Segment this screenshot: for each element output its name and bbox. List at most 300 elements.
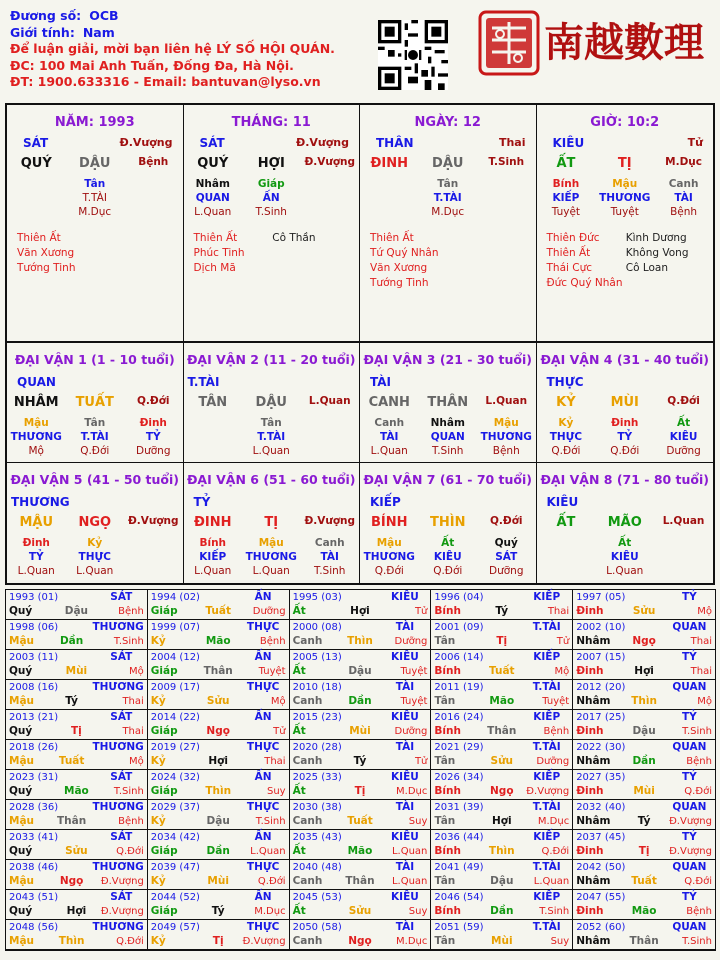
year-cell <box>6 710 148 740</box>
year-life-stage: Thai <box>547 605 570 617</box>
year-cell <box>148 920 290 950</box>
year-life-stage: M.Dục <box>254 905 286 917</box>
year-label: 2000 (08) <box>292 622 342 633</box>
hidden-stem: THƯƠNG <box>480 431 532 443</box>
dai-van-can-chi-row <box>184 515 360 530</box>
year-life-stage: Thai <box>690 665 712 677</box>
year-chi: Sửu <box>632 604 656 617</box>
year-chi: Dần <box>632 754 656 767</box>
hidden-stem: QUAN <box>430 431 465 443</box>
hidden-stem <box>184 430 243 444</box>
year-cell <box>290 590 432 620</box>
year-can: Mậu <box>9 694 35 707</box>
year-cell <box>6 770 148 800</box>
year-label: 2007 (15) <box>576 652 626 663</box>
star-item: Cô Thần <box>272 232 316 244</box>
year-cell <box>6 890 148 920</box>
year-can: Kỷ <box>150 754 166 767</box>
year-god: T.TÀI <box>532 861 561 873</box>
pillar-hidden <box>360 177 536 219</box>
year-can: Đinh <box>576 604 604 617</box>
year-can: Quý <box>9 604 33 617</box>
hidden-row <box>537 191 714 205</box>
year-life-stage: Tử <box>414 605 428 617</box>
stars-right <box>96 231 175 276</box>
hidden-stem <box>360 191 419 205</box>
year-chi: Sửu <box>65 844 88 857</box>
year-cell <box>290 920 432 950</box>
year-cell <box>431 590 573 620</box>
star-item: Thái Cực <box>546 262 593 274</box>
dai-van-can-chi-row <box>360 395 536 410</box>
pillar-can-chi-row <box>7 156 183 171</box>
dai-van-chi: TUẤT <box>75 395 114 410</box>
dai-van-title: ĐẠI VẬN 8 (71 - 80 tuổi) <box>540 472 710 487</box>
star-item: Tướng Tinh <box>370 277 429 289</box>
hidden-row <box>7 205 183 219</box>
dai-van-title: ĐẠI VẬN 7 (61 - 70 tuổi) <box>363 472 533 487</box>
year-chi: Sửu <box>348 904 372 917</box>
year-chi: Tuất <box>205 604 231 617</box>
hidden-row <box>537 205 714 219</box>
year-label: 2032 (40) <box>576 802 626 813</box>
dai-van-status: Đ.Vượng <box>304 515 356 527</box>
year-can: Giáp <box>150 904 178 917</box>
year-can: Bính <box>434 664 461 677</box>
hidden-stem: Mậu <box>493 417 519 429</box>
year-label: 2003 (11) <box>9 652 59 663</box>
year-life-stage: M.Dục <box>537 815 570 827</box>
pillar-god-row <box>7 136 183 150</box>
hidden-stem <box>124 205 183 219</box>
pillar-status: Đ.Vượng <box>119 136 173 149</box>
year-god: THỰC <box>246 681 280 693</box>
year-can: Giáp <box>150 664 178 677</box>
year-cell <box>573 860 715 890</box>
year-life-stage: Suy <box>408 905 428 917</box>
annual-luck-table <box>5 589 716 951</box>
year-life-stage: Tuyệt <box>542 695 570 707</box>
year-chi: Tị <box>212 934 224 947</box>
year-god: THỰC <box>246 741 280 753</box>
year-god: THỰC <box>246 861 280 873</box>
pillar-status: Đ.Vượng <box>295 136 349 149</box>
year-chi: Dậu <box>206 814 230 827</box>
dai-van-chi: MÃO <box>607 515 642 530</box>
year-chi: Mão <box>64 784 89 797</box>
dai-van-title: ĐẠI VẬN 5 (41 - 50 tuổi) <box>10 472 180 487</box>
year-can: Nhâm <box>576 814 611 827</box>
year-god: KIÊU <box>391 891 419 903</box>
pillar-god: THÂN <box>376 136 414 150</box>
year-cell <box>148 740 290 770</box>
hidden-row <box>360 444 536 458</box>
stars-left <box>370 231 449 291</box>
year-label: 2004 (12) <box>150 652 200 663</box>
year-god: THƯƠNG <box>92 741 144 753</box>
hidden-row <box>7 416 183 430</box>
year-label: 2015 (23) <box>292 712 342 723</box>
hidden-stem: Đinh <box>611 417 639 429</box>
year-label: 2026 (34) <box>434 772 484 783</box>
hidden-row <box>360 416 536 430</box>
pillar-stars <box>547 231 706 291</box>
dai-van-hidden <box>7 536 183 578</box>
year-label: 2044 (52) <box>150 892 200 903</box>
year-god: QUAN <box>672 681 707 693</box>
hidden-row <box>537 177 714 191</box>
star-item: Văn Xương <box>370 262 428 274</box>
year-label: 2028 (36) <box>9 802 59 813</box>
year-god: KIẾP <box>533 891 561 903</box>
gender-value: Nam <box>82 24 115 40</box>
dai-van-can: CANH <box>368 395 410 410</box>
hidden-stem: L.Quan <box>252 565 290 577</box>
dai-van-hidden <box>7 416 183 458</box>
dai-van-cell <box>360 463 537 583</box>
hidden-stem: KIẾP <box>552 192 580 204</box>
year-label: 2013 (21) <box>9 712 59 723</box>
year-god: KIẾP <box>533 591 561 603</box>
year-chi: Thân <box>629 934 659 947</box>
year-label: 2045 (53) <box>292 892 342 903</box>
dai-van-hidden <box>184 416 360 458</box>
year-god: SÁT <box>110 831 133 843</box>
year-cell <box>431 890 573 920</box>
year-can: Canh <box>292 934 323 947</box>
hidden-stem <box>654 550 713 564</box>
year-can: Giáp <box>150 844 178 857</box>
hidden-stem <box>654 564 713 578</box>
year-chi: Tị <box>638 844 650 857</box>
hidden-stem: THƯƠNG <box>10 431 62 443</box>
year-life-stage: Bệnh <box>686 755 712 767</box>
stars-left <box>17 231 96 276</box>
year-label: 2039 (47) <box>150 862 200 873</box>
year-god: TÀI <box>395 921 415 933</box>
year-label: 2030 (38) <box>292 802 342 813</box>
hidden-stem: Dưỡng <box>136 445 171 457</box>
year-god: KIÊU <box>391 771 419 783</box>
year-chi: Tuất <box>347 814 373 827</box>
hidden-stem: Đinh <box>22 537 50 549</box>
year-god: THƯƠNG <box>92 861 144 873</box>
year-cell <box>573 710 715 740</box>
year-cell <box>148 830 290 860</box>
hidden-stem: Đinh <box>139 417 167 429</box>
hidden-stem: KIẾP <box>199 551 227 563</box>
year-chi: Thìn <box>347 634 373 647</box>
hidden-stem: Mậu <box>23 417 49 429</box>
year-god: THỰC <box>246 801 280 813</box>
brand-logo-text <box>544 14 704 64</box>
year-god: KIÊU <box>391 831 419 843</box>
year-can: Bính <box>434 844 461 857</box>
year-label: 2022 (30) <box>576 742 626 753</box>
year-cell <box>573 890 715 920</box>
hidden-row <box>7 430 183 444</box>
hidden-stem: Mậu <box>612 178 638 190</box>
hidden-row <box>537 430 714 444</box>
year-chi: Tị <box>71 724 82 737</box>
hidden-stem: T.TÀI <box>433 192 462 204</box>
year-life-stage: Bệnh <box>118 815 144 827</box>
pillar-status: Thai <box>498 136 526 149</box>
year-can: Tân <box>434 754 456 767</box>
year-life-stage: L.Quan <box>533 875 570 887</box>
hidden-row <box>360 564 536 578</box>
year-can: Tân <box>434 694 456 707</box>
year-cell <box>6 740 148 770</box>
year-god: KIẾP <box>533 651 561 663</box>
year-life-stage: Mộ <box>697 605 712 617</box>
year-cell <box>148 770 290 800</box>
star-item: Thiên Đức <box>546 232 600 244</box>
year-can: Ất <box>292 784 306 797</box>
year-chi: Thìn <box>631 694 657 707</box>
hidden-stem: Mộ <box>28 445 44 457</box>
year-can: Đinh <box>576 724 604 737</box>
hidden-stem: Q.Đới <box>80 445 110 457</box>
hidden-stem: Kỷ <box>558 417 574 429</box>
dai-van-can: TÂN <box>198 395 228 410</box>
year-can: Đinh <box>576 784 604 797</box>
year-chi: Tị <box>354 784 366 797</box>
star-item: Thiên Ất <box>193 232 238 244</box>
year-label: 2023 (31) <box>9 772 59 783</box>
hidden-stem: Tuyệt <box>610 206 639 218</box>
year-label: 1996 (04) <box>434 592 484 603</box>
year-label: 2025 (33) <box>292 772 342 783</box>
dai-van-status: L.Quan <box>308 395 351 407</box>
dai-van-god: THƯƠNG <box>11 495 70 509</box>
pillar-hidden <box>537 177 714 219</box>
year-can: Giáp <box>150 784 178 797</box>
hidden-stem: SÁT <box>495 551 518 563</box>
dai-van-can-chi-row <box>360 515 536 530</box>
star-item: Dịch Mã <box>193 262 236 274</box>
hidden-row <box>184 191 360 205</box>
star-item: Văn Xương <box>17 247 75 259</box>
year-cell <box>573 620 715 650</box>
hidden-stem: L.Quan <box>606 565 644 577</box>
year-label: 2036 (44) <box>434 832 484 843</box>
dai-van-hidden <box>184 536 360 578</box>
year-chi: Tuất <box>631 874 657 887</box>
pillar-chi: DẬU <box>432 156 464 171</box>
year-life-stage: Bệnh <box>686 905 712 917</box>
star-item: Thiên Ất <box>546 247 591 259</box>
year-god: SÁT <box>110 891 133 903</box>
owner-label: Đương số: <box>10 8 82 23</box>
year-chi: Hợi <box>491 814 512 827</box>
year-chi: Thìn <box>488 844 515 857</box>
hidden-stem <box>301 444 360 458</box>
year-can: Canh <box>292 754 323 767</box>
dai-van-status: Q.Đới <box>489 515 523 527</box>
hidden-stem: Nhâm <box>430 417 465 429</box>
pillar-chi-status: Bệnh <box>138 156 169 168</box>
hidden-stem: Q.Đới <box>551 445 581 457</box>
year-chi: Tý <box>353 754 367 767</box>
year-chi: Dần <box>206 844 230 857</box>
year-life-stage: T.Sinh <box>255 815 286 827</box>
year-god: TỶ <box>681 891 697 903</box>
stars-right <box>272 231 351 276</box>
qr-code[interactable] <box>378 20 448 90</box>
dai-van-god: TỶ <box>193 495 211 509</box>
year-life-stage: Mộ <box>129 665 144 677</box>
year-god: TÀI <box>395 681 415 693</box>
year-can: Canh <box>292 694 323 707</box>
year-label: 2038 (46) <box>9 862 59 873</box>
dai-van-chi: MÙI <box>610 395 639 410</box>
year-chi: Thân <box>345 874 375 887</box>
year-chi: Mùi <box>633 784 655 797</box>
hidden-stem: Giáp <box>257 178 285 190</box>
pillar-chi-status: Đ.Vượng <box>304 156 356 168</box>
hidden-stem: THỰC <box>78 551 111 563</box>
hidden-stem <box>124 191 183 205</box>
year-cell <box>431 680 573 710</box>
hidden-stem: L.Quan <box>76 565 114 577</box>
dai-van-can: BÍNH <box>370 515 408 530</box>
hidden-stem <box>537 550 596 564</box>
year-chi: Thân <box>203 664 233 677</box>
year-life-stage: Thai <box>690 635 712 647</box>
dai-van-title: ĐẠI VẬN 4 (31 - 40 tuổi) <box>540 352 710 367</box>
hidden-stem: Canh <box>668 178 699 190</box>
year-cell <box>6 860 148 890</box>
year-can: Canh <box>292 814 323 827</box>
year-can: Mậu <box>9 754 35 767</box>
hidden-stem <box>301 177 360 191</box>
hidden-row <box>360 177 536 191</box>
hidden-stem <box>537 536 596 550</box>
pillar-title: NĂM: 1993 <box>54 115 135 130</box>
year-label: 2035 (43) <box>292 832 342 843</box>
red-seal-logo <box>478 10 540 76</box>
dai-van-chi: DẬU <box>255 395 287 410</box>
hidden-stem: Canh <box>374 417 405 429</box>
year-life-stage: Q.Đới <box>541 845 570 857</box>
year-cell <box>148 680 290 710</box>
hidden-row <box>360 205 536 219</box>
year-cell <box>290 620 432 650</box>
year-life-stage: Dưỡng <box>252 605 286 617</box>
hidden-stem <box>124 564 183 578</box>
pillar-god-row <box>184 136 360 150</box>
year-life-stage: Đ.Vượng <box>242 935 286 947</box>
year-life-stage: T.Sinh <box>682 725 712 737</box>
year-life-stage: Suy <box>408 815 428 827</box>
year-god: TỶ <box>681 651 697 663</box>
year-life-stage: Tử <box>556 635 570 647</box>
year-life-stage: Dưỡng <box>394 725 428 737</box>
year-can: Bính <box>434 724 461 737</box>
dai-van-chi: THÂN <box>427 395 469 410</box>
year-label: 2037 (45) <box>576 832 626 843</box>
pillar-hidden <box>184 177 360 219</box>
hidden-row <box>360 550 536 564</box>
stars-right <box>449 231 528 291</box>
year-life-stage: Đ.Vượng <box>100 905 144 917</box>
year-god: ẤN <box>254 771 272 783</box>
year-can: Kỷ <box>150 934 166 947</box>
dai-van-status: Q.Đới <box>136 395 170 407</box>
year-chi: Tuất <box>488 664 515 677</box>
pillar-cell <box>7 105 184 341</box>
pillar-chi-status: M.Dục <box>665 156 702 168</box>
hidden-row <box>537 550 714 564</box>
year-label: 2010 (18) <box>292 682 342 693</box>
year-chi: Tý <box>637 814 651 827</box>
year-can: Đinh <box>576 664 604 677</box>
year-life-stage: Thai <box>122 725 144 737</box>
year-god: TÀI <box>395 621 415 633</box>
dai-van-can: ẤT <box>556 515 576 530</box>
dai-van-can-chi-row <box>184 395 360 410</box>
year-chi: Dậu <box>632 724 656 737</box>
hidden-stem <box>654 536 713 550</box>
year-chi: Mão <box>489 694 515 707</box>
year-god: QUAN <box>672 861 707 873</box>
year-life-stage: Đ.Vượng <box>100 875 144 887</box>
year-god: KIẾP <box>533 711 561 723</box>
year-chi: Mão <box>347 844 373 857</box>
year-god: THỰC <box>246 621 280 633</box>
dai-van-god: THỰC <box>546 375 584 389</box>
hidden-stem: L.Quan <box>252 445 290 457</box>
hidden-stem: Ất <box>441 537 455 549</box>
hidden-row <box>7 550 183 564</box>
year-life-stage: Tử <box>273 725 286 737</box>
year-label: 2001 (09) <box>434 622 484 633</box>
year-life-stage: Đ.Vượng <box>526 785 570 797</box>
year-chi: Tý <box>65 694 78 707</box>
hidden-stem: Tân <box>84 417 106 429</box>
year-life-stage: Dưỡng <box>536 755 570 767</box>
year-label: 2024 (32) <box>150 772 200 783</box>
year-chi: Mùi <box>491 934 513 947</box>
pillar-cell <box>184 105 361 341</box>
year-chi: Thân <box>487 724 517 737</box>
year-cell <box>431 860 573 890</box>
year-can: Canh <box>292 874 323 887</box>
year-chi: Dần <box>59 634 84 647</box>
hidden-stem: TỶ <box>28 551 44 563</box>
dai-van-table <box>5 343 715 585</box>
year-cell <box>290 740 432 770</box>
hidden-stem: Dưỡng <box>489 565 524 577</box>
year-god: KIÊU <box>391 651 419 663</box>
year-can: Ất <box>292 904 306 917</box>
star-item: Tứ Quý Nhân <box>370 247 439 259</box>
year-cell <box>6 920 148 950</box>
dai-van-can-chi-row <box>537 395 714 410</box>
year-god: SÁT <box>110 711 133 723</box>
year-god: QUAN <box>672 921 707 933</box>
hidden-stem <box>537 564 596 578</box>
year-label: 2005 (13) <box>292 652 342 663</box>
year-can: Kỷ <box>150 814 166 827</box>
dai-van-title: ĐẠI VẬN 2 (11 - 20 tuổi) <box>186 352 356 367</box>
pillar-can: ẤT <box>556 156 576 171</box>
hidden-row <box>7 191 183 205</box>
year-label: 1997 (05) <box>576 592 626 603</box>
year-life-stage: Bệnh <box>118 605 144 617</box>
pillar-cell <box>537 105 714 341</box>
